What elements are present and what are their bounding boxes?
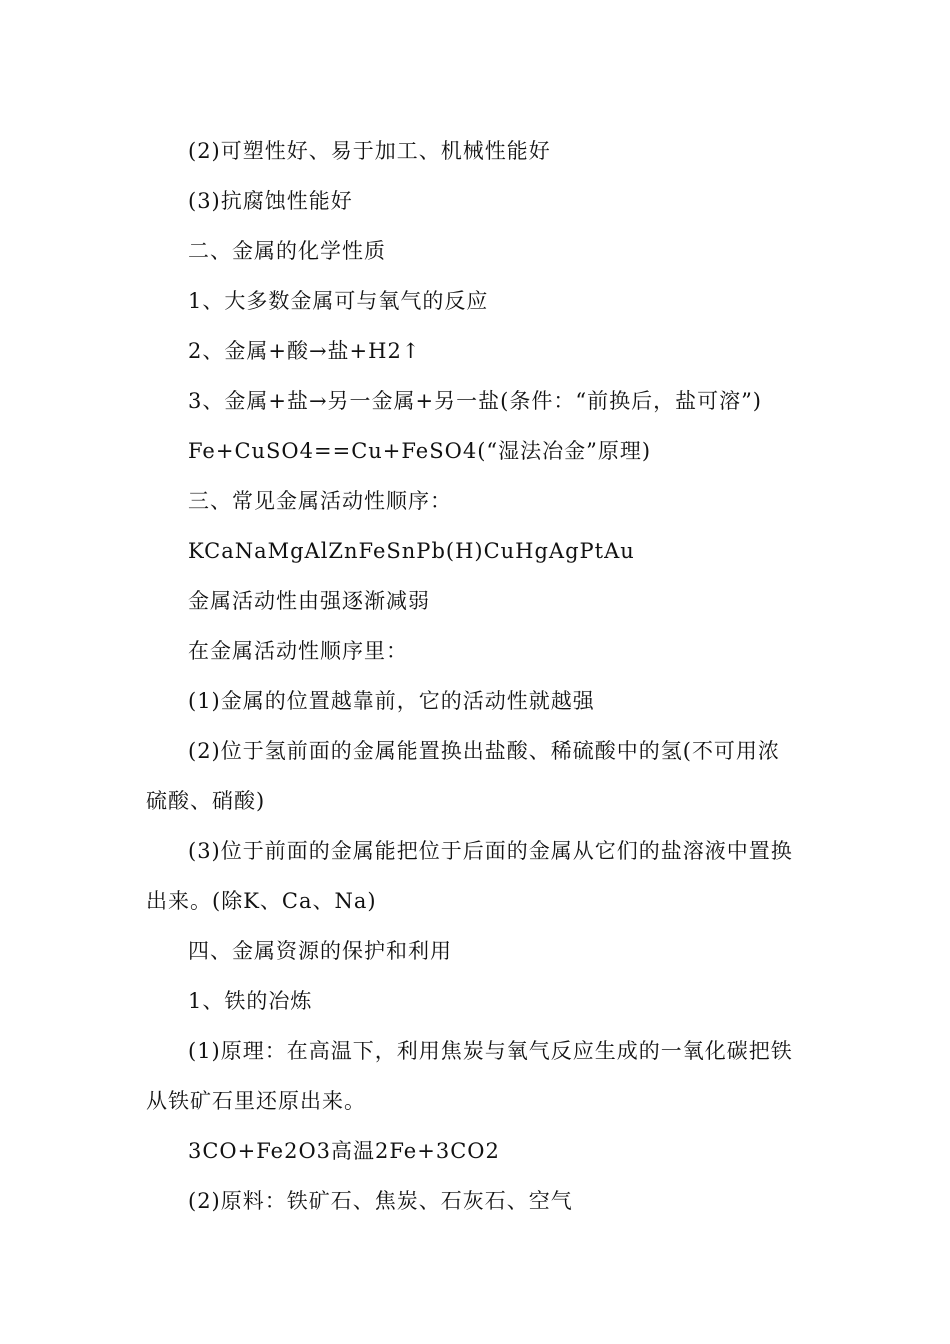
text-line: (2)可塑性好、易于加工、机械性能好	[188, 139, 551, 163]
text-line: 金属活动性由强逐渐减弱	[188, 589, 430, 613]
section-heading: 三、常见金属活动性顺序：	[188, 489, 452, 513]
text-line: (1)原理：在高温下，利用焦炭与氧气反应生成的一氧化碳把铁	[188, 1039, 793, 1063]
text-line: (2)原料：铁矿石、焦炭、石灰石、空气	[188, 1189, 573, 1213]
text-line: 在金属活动性顺序里：	[188, 639, 408, 663]
section-heading: 二、金属的化学性质	[188, 239, 386, 263]
text-line-continuation: 从铁矿石里还原出来。	[146, 1089, 366, 1113]
equation-line: 3CO+Fe2O3高温2Fe+3CO2	[188, 1139, 500, 1163]
text-line: 3、金属+盐→另一金属+另一盐(条件：“前换后，盐可溶”)	[188, 389, 763, 413]
text-line: 1、铁的冶炼	[188, 989, 313, 1013]
section-heading: 四、金属资源的保护和利用	[188, 939, 452, 963]
text-line-continuation: 出来。(除K、Ca、Na)	[146, 889, 377, 913]
text-line: (3)抗腐蚀性能好	[188, 189, 353, 213]
text-line: (2)位于氢前面的金属能置换出盐酸、稀硫酸中的氢(不可用浓	[188, 739, 780, 763]
text-line: (1)金属的位置越靠前，它的活动性就越强	[188, 689, 595, 713]
text-line: (3)位于前面的金属能把位于后面的金属从它们的盐溶液中置换	[188, 839, 793, 863]
text-line-continuation: 硫酸、硝酸)	[146, 789, 266, 813]
equation-line: Fe+CuSO4==Cu+FeSO4(“湿法冶金”原理)	[188, 439, 652, 463]
text-line: 1、大多数金属可与氧气的反应	[188, 289, 489, 313]
activity-series-line: KCaNaMgAlZnFeSnPb(H)CuHgAgPtAu	[188, 539, 635, 563]
text-line: 2、金属+酸→盐+H2↑	[188, 339, 421, 363]
